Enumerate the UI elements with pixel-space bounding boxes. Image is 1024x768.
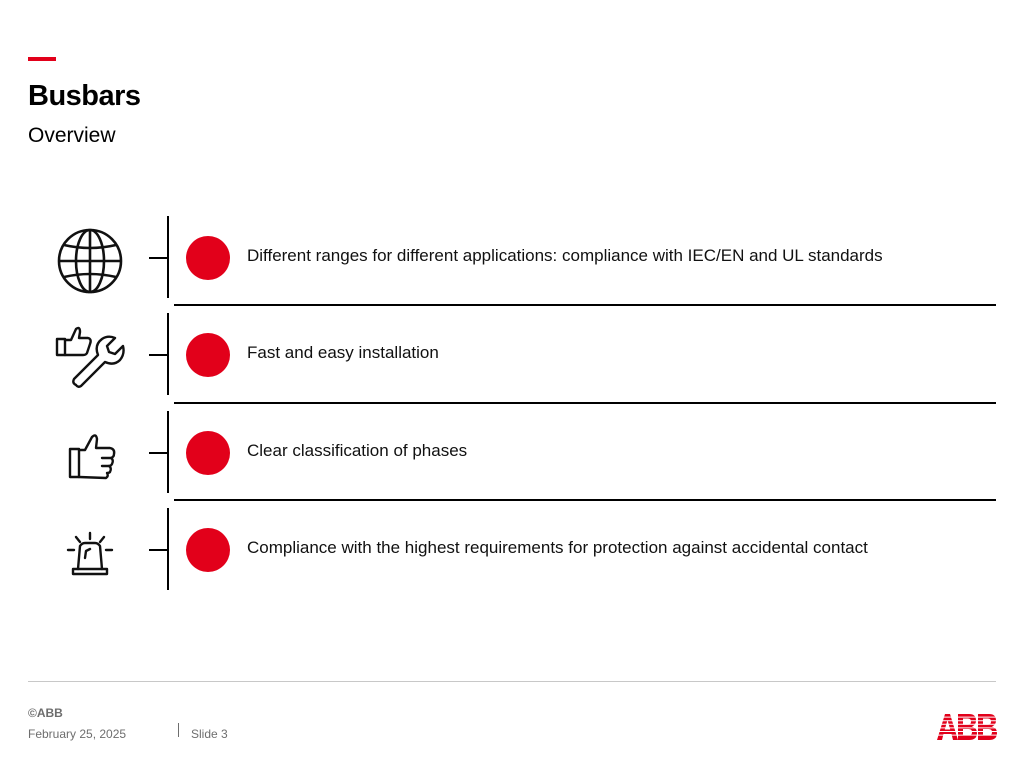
row-divider-vertical xyxy=(167,508,169,590)
row-separator xyxy=(174,304,996,306)
alarm-light-icon xyxy=(52,512,128,588)
row-separator xyxy=(174,402,996,404)
slide-date: February 25, 2025 xyxy=(28,727,127,741)
feature-row xyxy=(0,216,1024,298)
connector-tick xyxy=(149,452,167,454)
copyright-text: ©ABB xyxy=(28,706,63,720)
slide-title: Busbars xyxy=(28,80,141,112)
footer-divider-line xyxy=(28,681,996,682)
bullet-dot xyxy=(186,333,230,377)
feature-text: Fast and easy installation xyxy=(247,343,439,362)
feature-row xyxy=(0,508,1024,590)
row-divider-vertical xyxy=(167,313,169,395)
slide-number: Slide 3 xyxy=(191,727,228,741)
row-divider-vertical xyxy=(167,411,169,493)
title-accent-bar xyxy=(28,57,56,61)
bullet-dot xyxy=(186,236,230,280)
connector-tick xyxy=(149,549,167,551)
feature-text: Clear classification of phases xyxy=(247,441,468,460)
footer-separator xyxy=(178,723,179,737)
feature-row xyxy=(0,313,1024,395)
connector-tick xyxy=(149,257,167,259)
feature-row xyxy=(0,411,1024,493)
bullet-dot xyxy=(186,528,230,572)
connector-tick xyxy=(149,354,167,356)
slide-subtitle: Overview xyxy=(28,124,116,147)
abb-logo xyxy=(937,714,997,740)
row-divider-vertical xyxy=(167,216,169,298)
row-separator xyxy=(174,499,996,501)
bullet-dot xyxy=(186,431,230,475)
thumbs-up-wrench-icon xyxy=(52,317,128,393)
thumbs-up-icon xyxy=(52,415,128,491)
feature-text: Different ranges for different applications: compliance with IEC/EN and UL standards xyxy=(247,246,883,265)
globe-icon xyxy=(52,220,128,296)
feature-text: Compliance with the highest requirements for protection against accidental contact xyxy=(247,538,868,557)
